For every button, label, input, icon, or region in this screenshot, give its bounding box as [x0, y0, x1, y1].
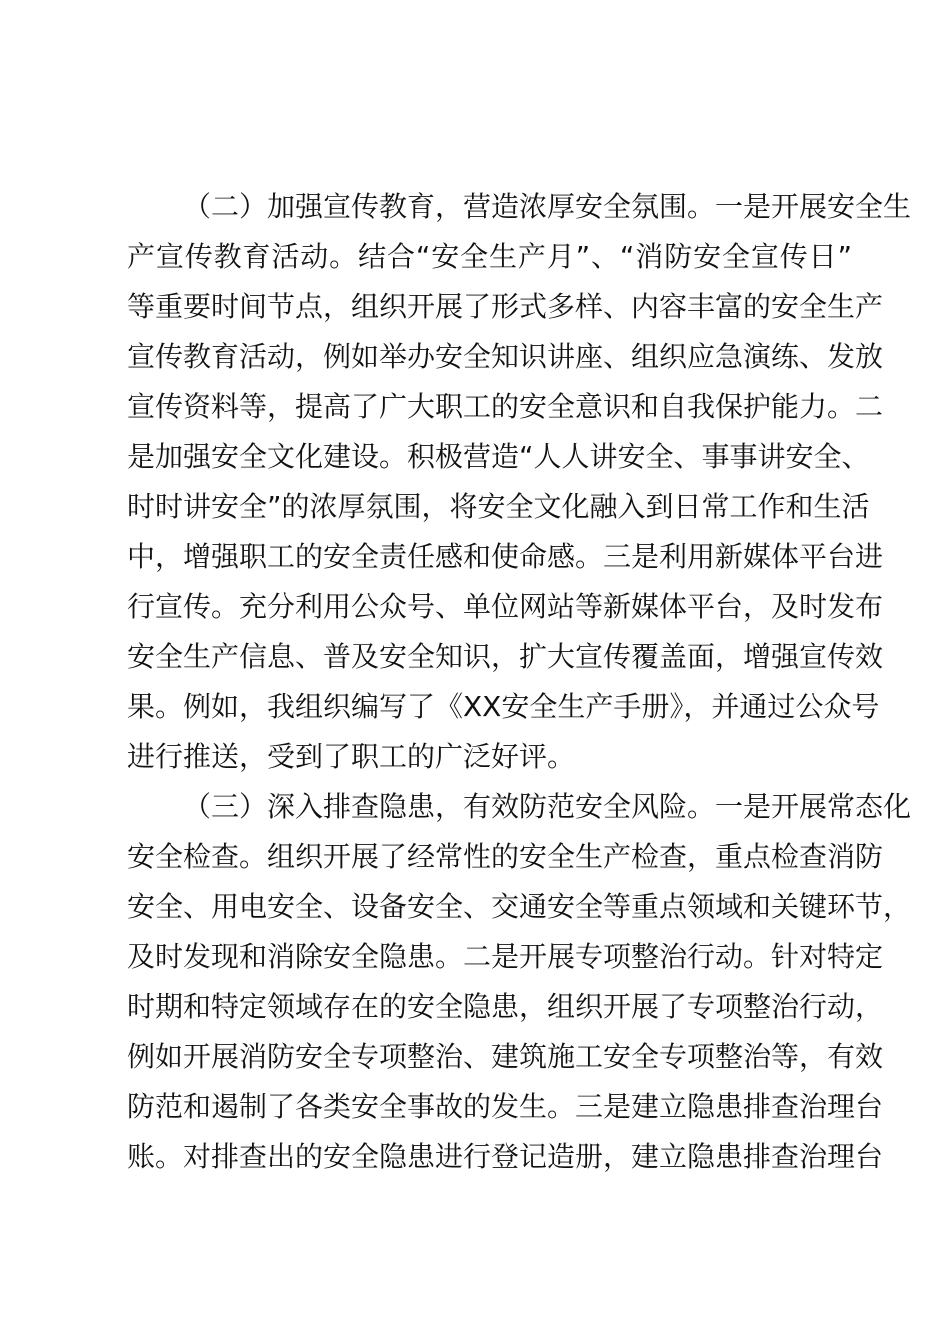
paragraph-1-line-2: 产宣传教育活动。结合“安全生产月”、“消防安全宣传日” [127, 240, 852, 273]
body-text [127, 182, 912, 1182]
paragraph-1-line-5: 宣传资料等，提高了广大职工的安全意识和自我保护能力。二 [127, 390, 884, 423]
paragraph-2-line-4: 及时发现和消除安全隐患。二是开展专项整治行动。针对特定 [127, 940, 884, 973]
paragraph-1-line-8: 中，增强职工的安全责任感和使命感。三是利用新媒体平台进 [127, 540, 884, 573]
paragraph-2-line-1: （三）深入排查隐患，有效防范安全风险。一是开展常态化 [183, 790, 912, 823]
paragraph-1-line-10: 安全生产信息、普及安全知识，扩大宣传覆盖面，增强宣传效 [127, 640, 884, 673]
paragraph-2-line-8: 账。对排查出的安全隐患进行登记造册，建立隐患排查治理台 [127, 1140, 884, 1173]
paragraph-2-line-6: 例如开展消防安全专项整治、建筑施工安全专项整治等，有效 [127, 1040, 884, 1073]
paragraph-2-line-3: 安全、用电安全、设备安全、交通安全等重点领域和关键环节， [127, 890, 912, 923]
paragraph-2-line-5: 时期和特定领域存在的安全隐患，组织开展了专项整治行动， [127, 990, 884, 1023]
paragraph-1-line-3: 等重要时间节点，组织开展了形式多样、内容丰富的安全生产 [127, 290, 884, 323]
paragraph-1-line-12: 进行推送，受到了职工的广泛好评。 [127, 740, 576, 773]
paragraph-1-line-11: 果。例如，我组织编写了《XX安全生产手册》，并通过公众号 [127, 690, 880, 723]
paragraph-1-line-6: 是加强安全文化建设。积极营造“人人讲安全、事事讲安全、 [127, 440, 870, 473]
paragraph-1-line-4: 宣传教育活动，例如举办安全知识讲座、组织应急演练、发放 [127, 340, 884, 373]
paragraph-1-line-1: （二）加强宣传教育，营造浓厚安全氛围。一是开展安全生 [183, 190, 912, 223]
paragraph-2-line-2: 安全检查。组织开展了经常性的安全生产检查，重点检查消防 [127, 840, 884, 873]
paragraph-1-line-9: 行宣传。充分利用公众号、单位网站等新媒体平台，及时发布 [127, 590, 884, 623]
paragraph-2-line-7: 防范和遏制了各类安全事故的发生。三是建立隐患排查治理台 [127, 1090, 884, 1123]
paragraph-1-line-7: 时时讲安全”的浓厚氛围，将安全文化融入到日常工作和生活 [127, 490, 870, 523]
